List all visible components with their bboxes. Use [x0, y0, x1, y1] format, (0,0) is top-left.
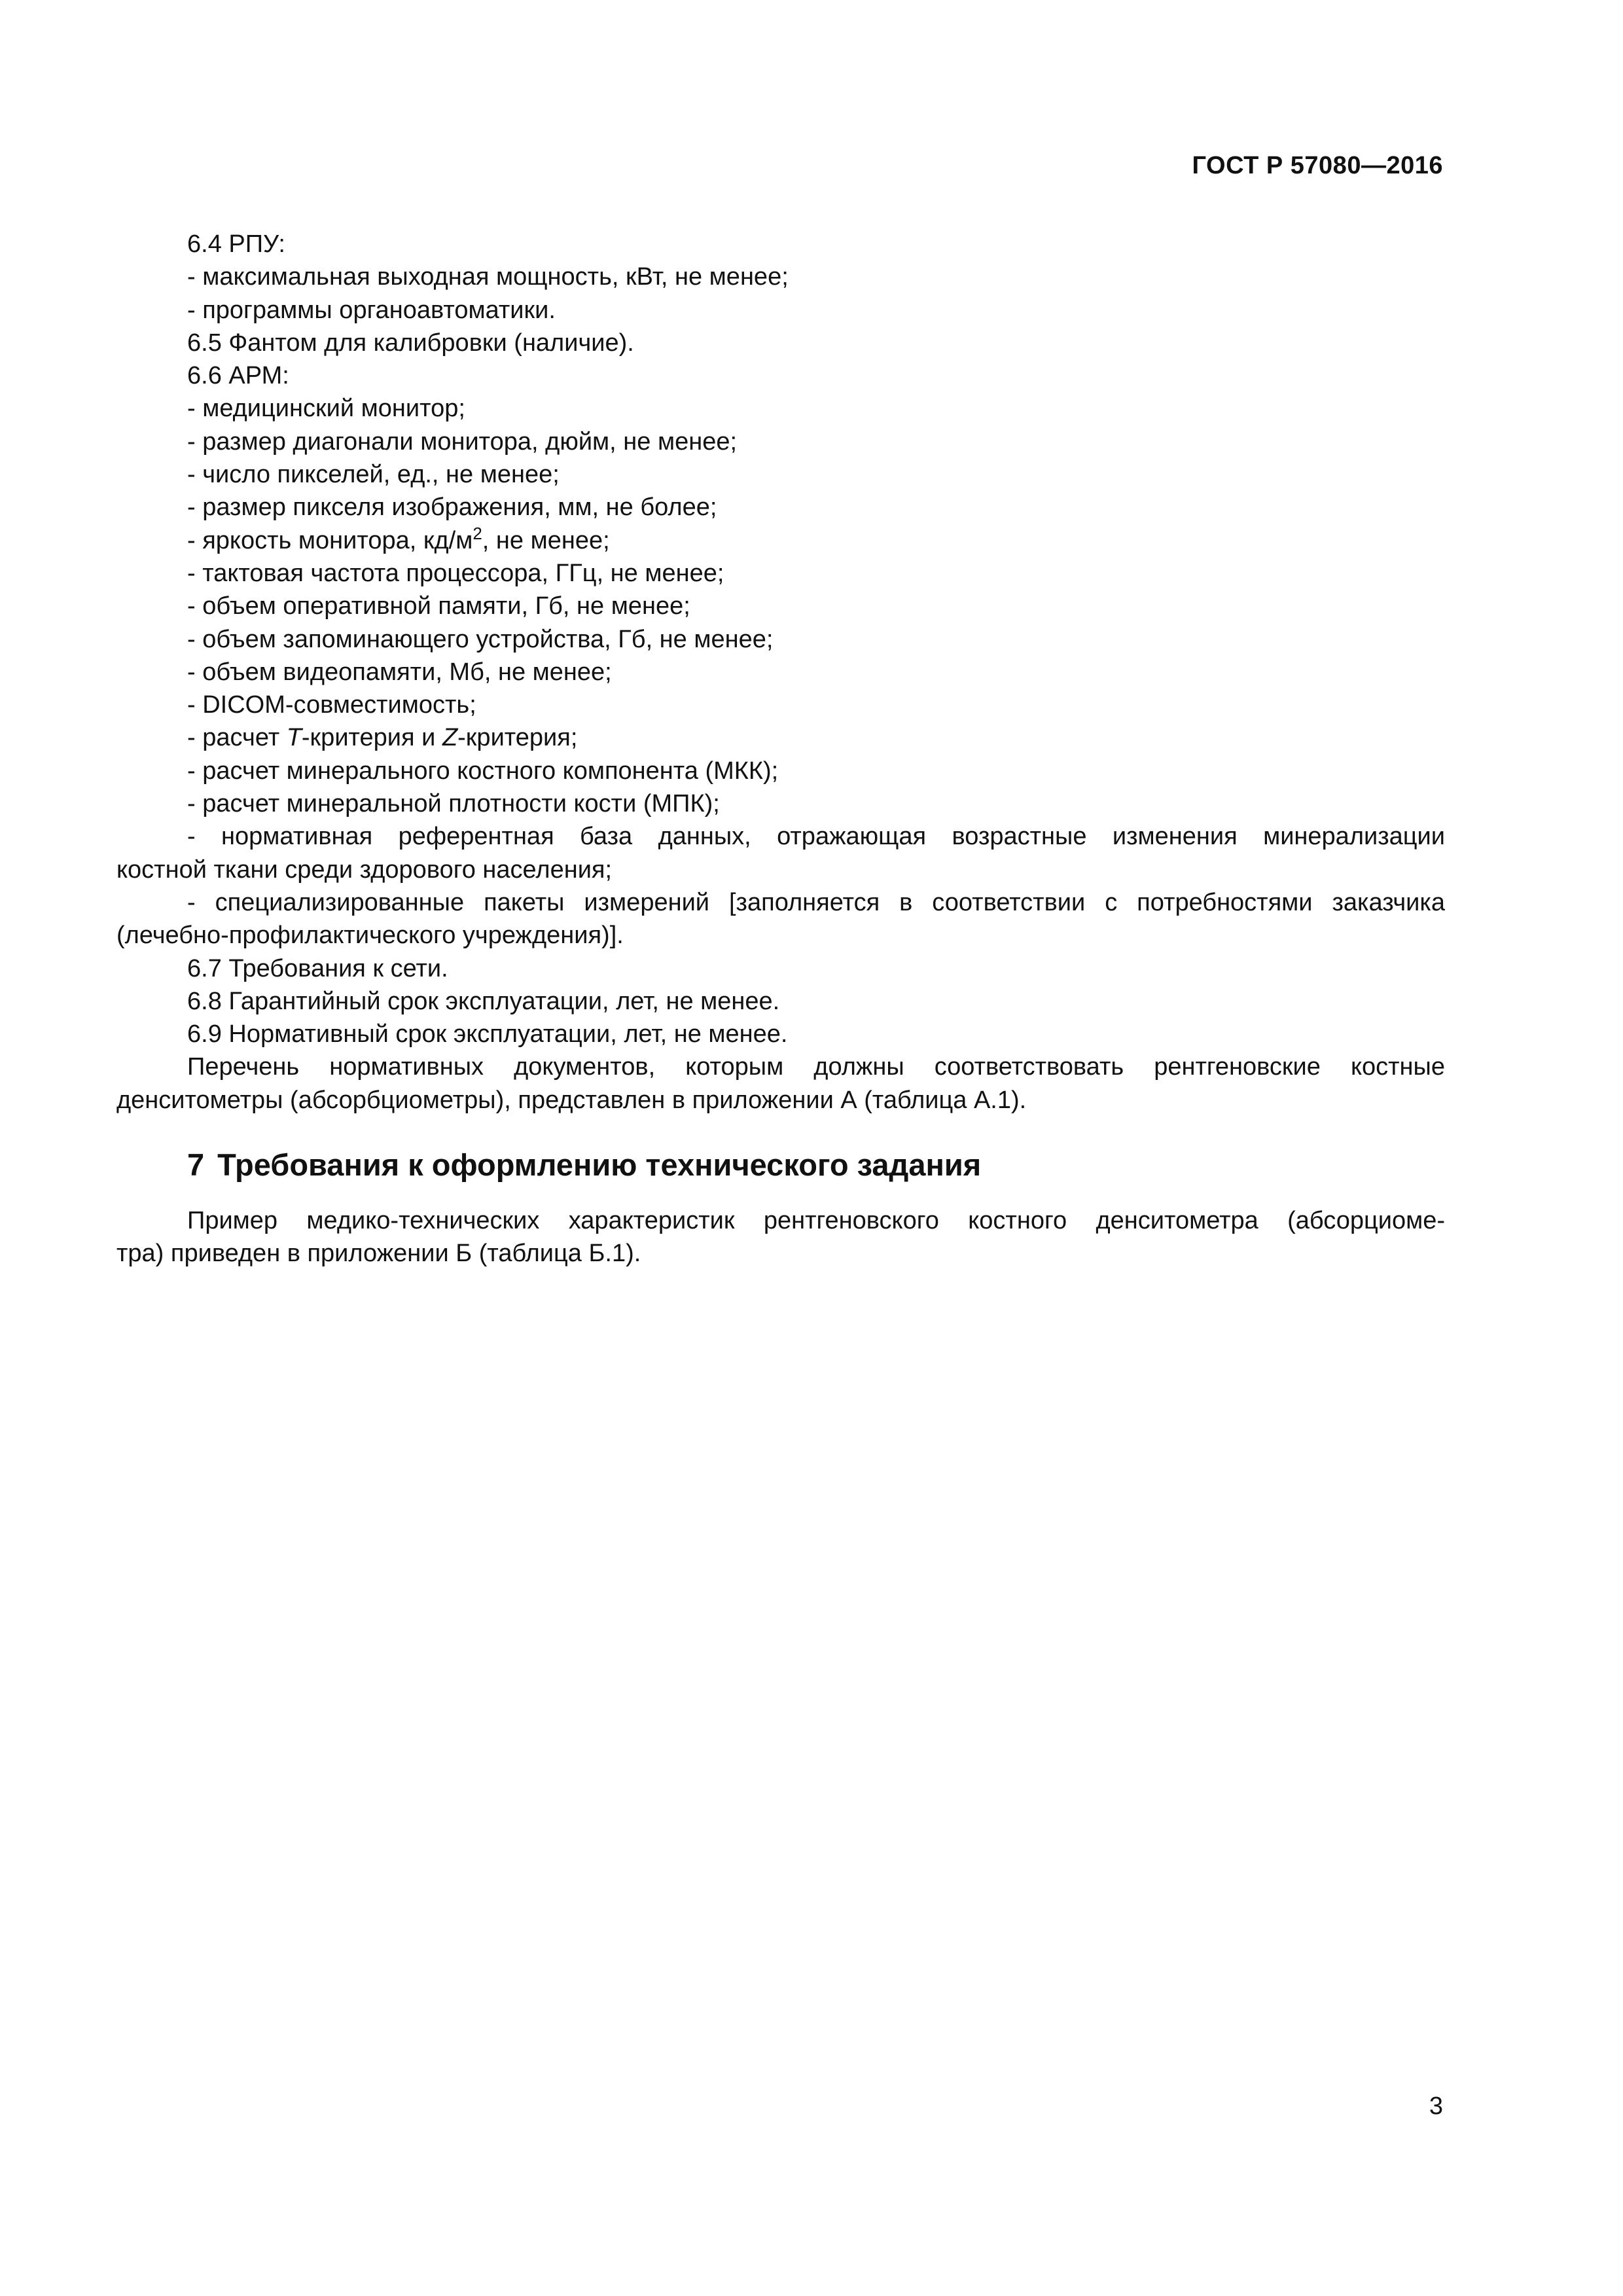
t-letter: T	[286, 724, 302, 752]
section-6-7: 6.7 Требования к сети.	[187, 954, 448, 982]
criteria-text: -критерия;	[457, 724, 578, 752]
list-item: - число пикселей, ед., не менее;	[187, 461, 560, 489]
section-7-heading	[116, 1145, 1445, 1185]
list-item: - объем видеопамяти, Мб, не менее;	[187, 658, 612, 686]
section-6-9: 6.9 Нормативный срок эксплуатации, лет, не менее.	[187, 1020, 788, 1049]
section-7-title: Требования к оформлению технического задания	[217, 1147, 982, 1183]
z-letter: Z	[442, 724, 458, 752]
document-code: ГОСТ Р 57080—2016	[1192, 152, 1443, 179]
normative-docs-line-2: денситометры (абсорбциометры), представлен в приложении А (таблица А.1).	[116, 1086, 1027, 1114]
section-7-paragraph-line-1: Пример медико-технических характеристик рентгеновского костного денситометра (абсорциоме-	[187, 1207, 1445, 1235]
section-6-4-title: 6.4 РПУ:	[187, 230, 285, 258]
page-number: 3	[1429, 2092, 1443, 2120]
list-item: - размер диагонали монитора, дюйм, не менее;	[187, 427, 738, 456]
list-item-criteria	[116, 721, 1445, 754]
list-item: - расчет минерального костного компонента (МКК);	[187, 757, 779, 785]
section-6-8: 6.8 Гарантийный срок эксплуатации, лет, не менее.	[187, 987, 780, 1015]
criteria-text: -критерия и	[301, 724, 442, 752]
brightness-suffix: , не менее;	[482, 526, 610, 554]
list-item: - максимальная выходная мощность, кВт, не менее;	[187, 263, 789, 291]
list-item: - программы органоавтоматики.	[187, 296, 556, 324]
packages-line-1: - специализированные пакеты измерений [заполняется в соответствии с потребностями заказчика	[187, 888, 1445, 916]
brightness-prefix: - яркость монитора, кд/м	[187, 526, 473, 554]
list-item: - объем запоминающего устройства, Гб, не менее;	[187, 625, 774, 653]
section-6-5: 6.5 Фантом для калибровки (наличие).	[187, 329, 634, 357]
list-item: - объем оперативной памяти, Гб, не менее;	[187, 592, 690, 620]
document-body	[116, 228, 1445, 1270]
list-item: - тактовая частота процессора, ГГц, не менее;	[187, 559, 724, 587]
list-item: - размер пикселя изображения, мм, не более;	[187, 493, 717, 522]
criteria-text: - расчет	[187, 724, 287, 752]
section-7-paragraph-line-2: тра) приведен в приложении Б (таблица Б.1).	[116, 1240, 641, 1268]
normative-docs-line-1: Перечень нормативных документов, которым должны соответствовать рентгеновские костные	[187, 1053, 1445, 1081]
section-6-6-title: 6.6 АРМ:	[187, 362, 289, 390]
list-item: - расчет минеральной плотности кости (МПК);	[187, 790, 720, 818]
packages-line-2: (лечебно-профилактического учреждения)].	[116, 922, 624, 950]
superscript-2: 2	[473, 523, 482, 543]
section-7-number: 7	[187, 1147, 205, 1183]
list-item: - DICOM-совместимость;	[187, 691, 476, 719]
ref-db-line-1: - нормативная референтная база данных, отражающая возрастные изменения минерализации	[187, 823, 1445, 851]
ref-db-line-2: костной ткани среди здорового населения;	[116, 855, 613, 884]
list-item-brightness	[116, 524, 1445, 557]
list-item: - медицинский монитор;	[187, 395, 465, 423]
